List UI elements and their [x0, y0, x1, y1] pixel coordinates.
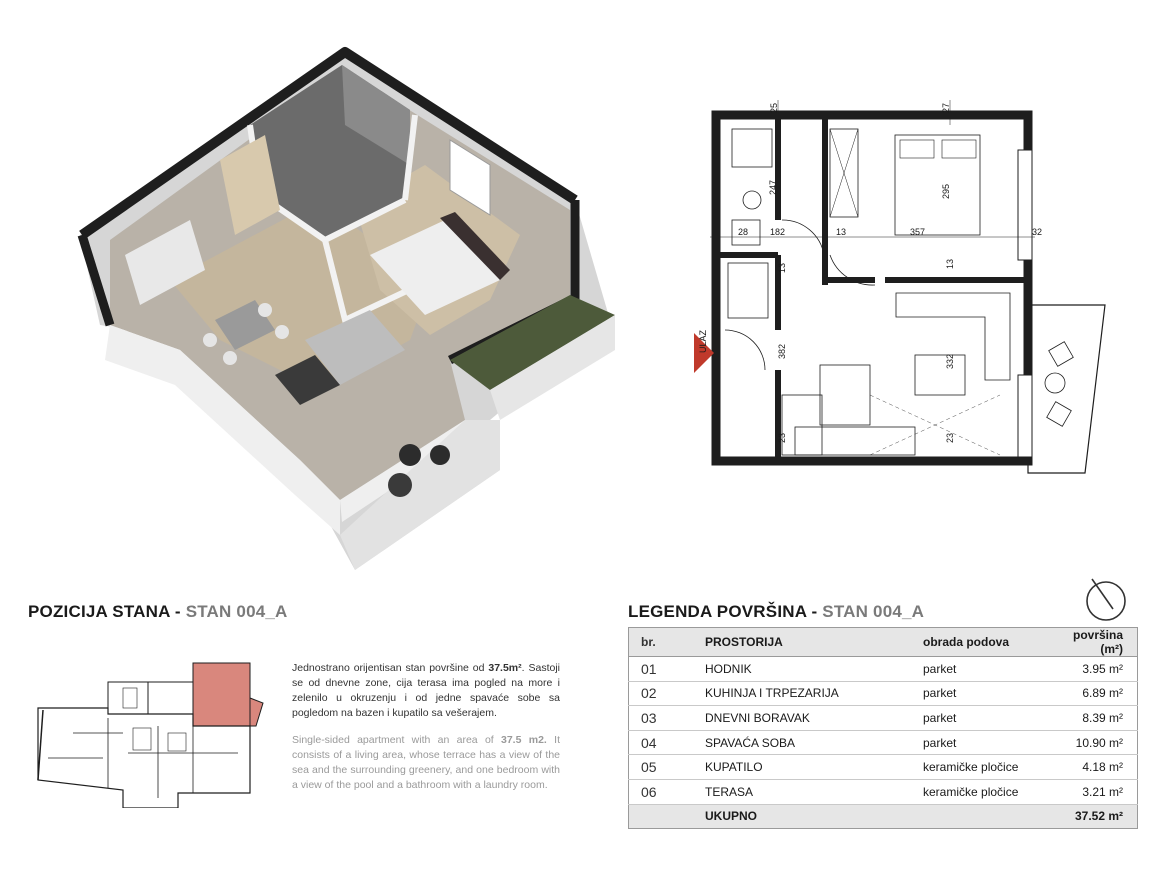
row-area: 3.95 m² [1059, 657, 1138, 682]
dim-23-b: 23 [945, 432, 955, 443]
dim-32: 32 [1032, 227, 1043, 237]
row-area: 8.39 m² [1059, 706, 1138, 731]
row-room: HODNIK [697, 657, 917, 682]
legend-title [628, 602, 924, 622]
row-floor: keramičke pločice [917, 779, 1059, 804]
row-no: 02 [629, 681, 698, 706]
row-no: 01 [629, 657, 698, 682]
dim-247: 247 [768, 179, 778, 195]
description-en-post: It consists of a living area, whose terrace has a view of the sea and the surrounding greenery, and one bedroom with a view of the pool and a bathroom with a laundry room. [292, 734, 560, 791]
legend-title-separator: - [806, 602, 823, 621]
position-unit-code: STAN 004_A [185, 602, 288, 621]
row-floor: parket [917, 681, 1059, 706]
row-area: 4.18 m² [1059, 755, 1138, 780]
total-area: 37.52 m² [1059, 804, 1138, 829]
table-row [629, 779, 1138, 804]
row-no: 05 [629, 755, 698, 780]
row-floor: parket [917, 657, 1059, 682]
dim-13-a: 13 [836, 227, 847, 237]
row-room: DNEVNI BORAVAK [697, 706, 917, 731]
description-sr-post: . Sastoji se od dnevne zone, cija terasa ima pogled na more i zelenilo u okruzenju i od jedne spavaće sobe sa pogledom na bazen i kupatilo sa vešerajem. [292, 662, 560, 719]
header-floor: obrada podova [917, 628, 1059, 657]
row-room: SPAVAĆA SOBA [697, 730, 917, 755]
apartment-3d-render [70, 40, 630, 585]
dim-182: 182 [770, 227, 786, 237]
dim-13-b: 13 [777, 262, 787, 273]
row-floor: parket [917, 706, 1059, 731]
dim-28: 28 [738, 227, 749, 237]
dim-295: 295 [941, 183, 951, 199]
row-floor: parket [917, 730, 1059, 755]
total-label: UKUPNO [697, 804, 917, 829]
row-no: 04 [629, 730, 698, 755]
terrace-outline [1028, 305, 1105, 473]
dim-382: 382 [777, 343, 787, 359]
description-en-pre: Single-sided apartment with an area of [292, 734, 501, 746]
row-no: 06 [629, 779, 698, 804]
dim-13-c: 13 [945, 258, 955, 269]
table-row [629, 730, 1138, 755]
floor-plan [670, 95, 1130, 475]
description-serbian [292, 661, 560, 721]
table-total-row [629, 804, 1138, 829]
north-compass-icon [1082, 575, 1130, 623]
area-legend-table [628, 627, 1138, 829]
header-room: PROSTORIJA [697, 628, 917, 657]
row-no: 03 [629, 706, 698, 731]
row-room: KUHINJA I TRPEZARIJA [697, 681, 917, 706]
legend-unit-code: STAN 004_A [822, 602, 925, 621]
description-sr-area: 37.5m² [488, 662, 522, 674]
dim-27: 27 [941, 102, 951, 113]
description-sr-pre: Jednostrano orijentisan stan površine od [292, 662, 489, 674]
table-row [629, 657, 1138, 682]
total-no [629, 804, 698, 829]
row-area: 3.21 m² [1059, 779, 1138, 804]
position-title-text: POZICIJA STANA [28, 602, 170, 621]
dim-23-a: 23 [777, 432, 787, 443]
position-title [28, 602, 288, 622]
row-area: 10.90 m² [1059, 730, 1138, 755]
row-floor: keramičke pločice [917, 755, 1059, 780]
description-english [292, 733, 560, 793]
dim-332: 332 [945, 353, 955, 369]
row-room: TERASA [697, 779, 917, 804]
building-key-plan [28, 658, 278, 808]
position-title-separator: - [169, 602, 186, 621]
dim-357: 357 [910, 227, 926, 237]
total-floor [917, 804, 1059, 829]
table-header-row [629, 628, 1138, 657]
dim-25: 25 [769, 102, 779, 113]
table-row [629, 706, 1138, 731]
row-room: KUPATILO [697, 755, 917, 780]
header-no: br. [629, 628, 698, 657]
legend-title-text: LEGENDA POVRŠINA [628, 602, 807, 621]
entrance-label: ULAZ [698, 329, 708, 353]
row-area: 6.89 m² [1059, 681, 1138, 706]
table-row [629, 681, 1138, 706]
header-area: površina (m²) [1059, 628, 1138, 657]
description-en-area: 37.5 m2. [501, 734, 547, 746]
table-row [629, 755, 1138, 780]
